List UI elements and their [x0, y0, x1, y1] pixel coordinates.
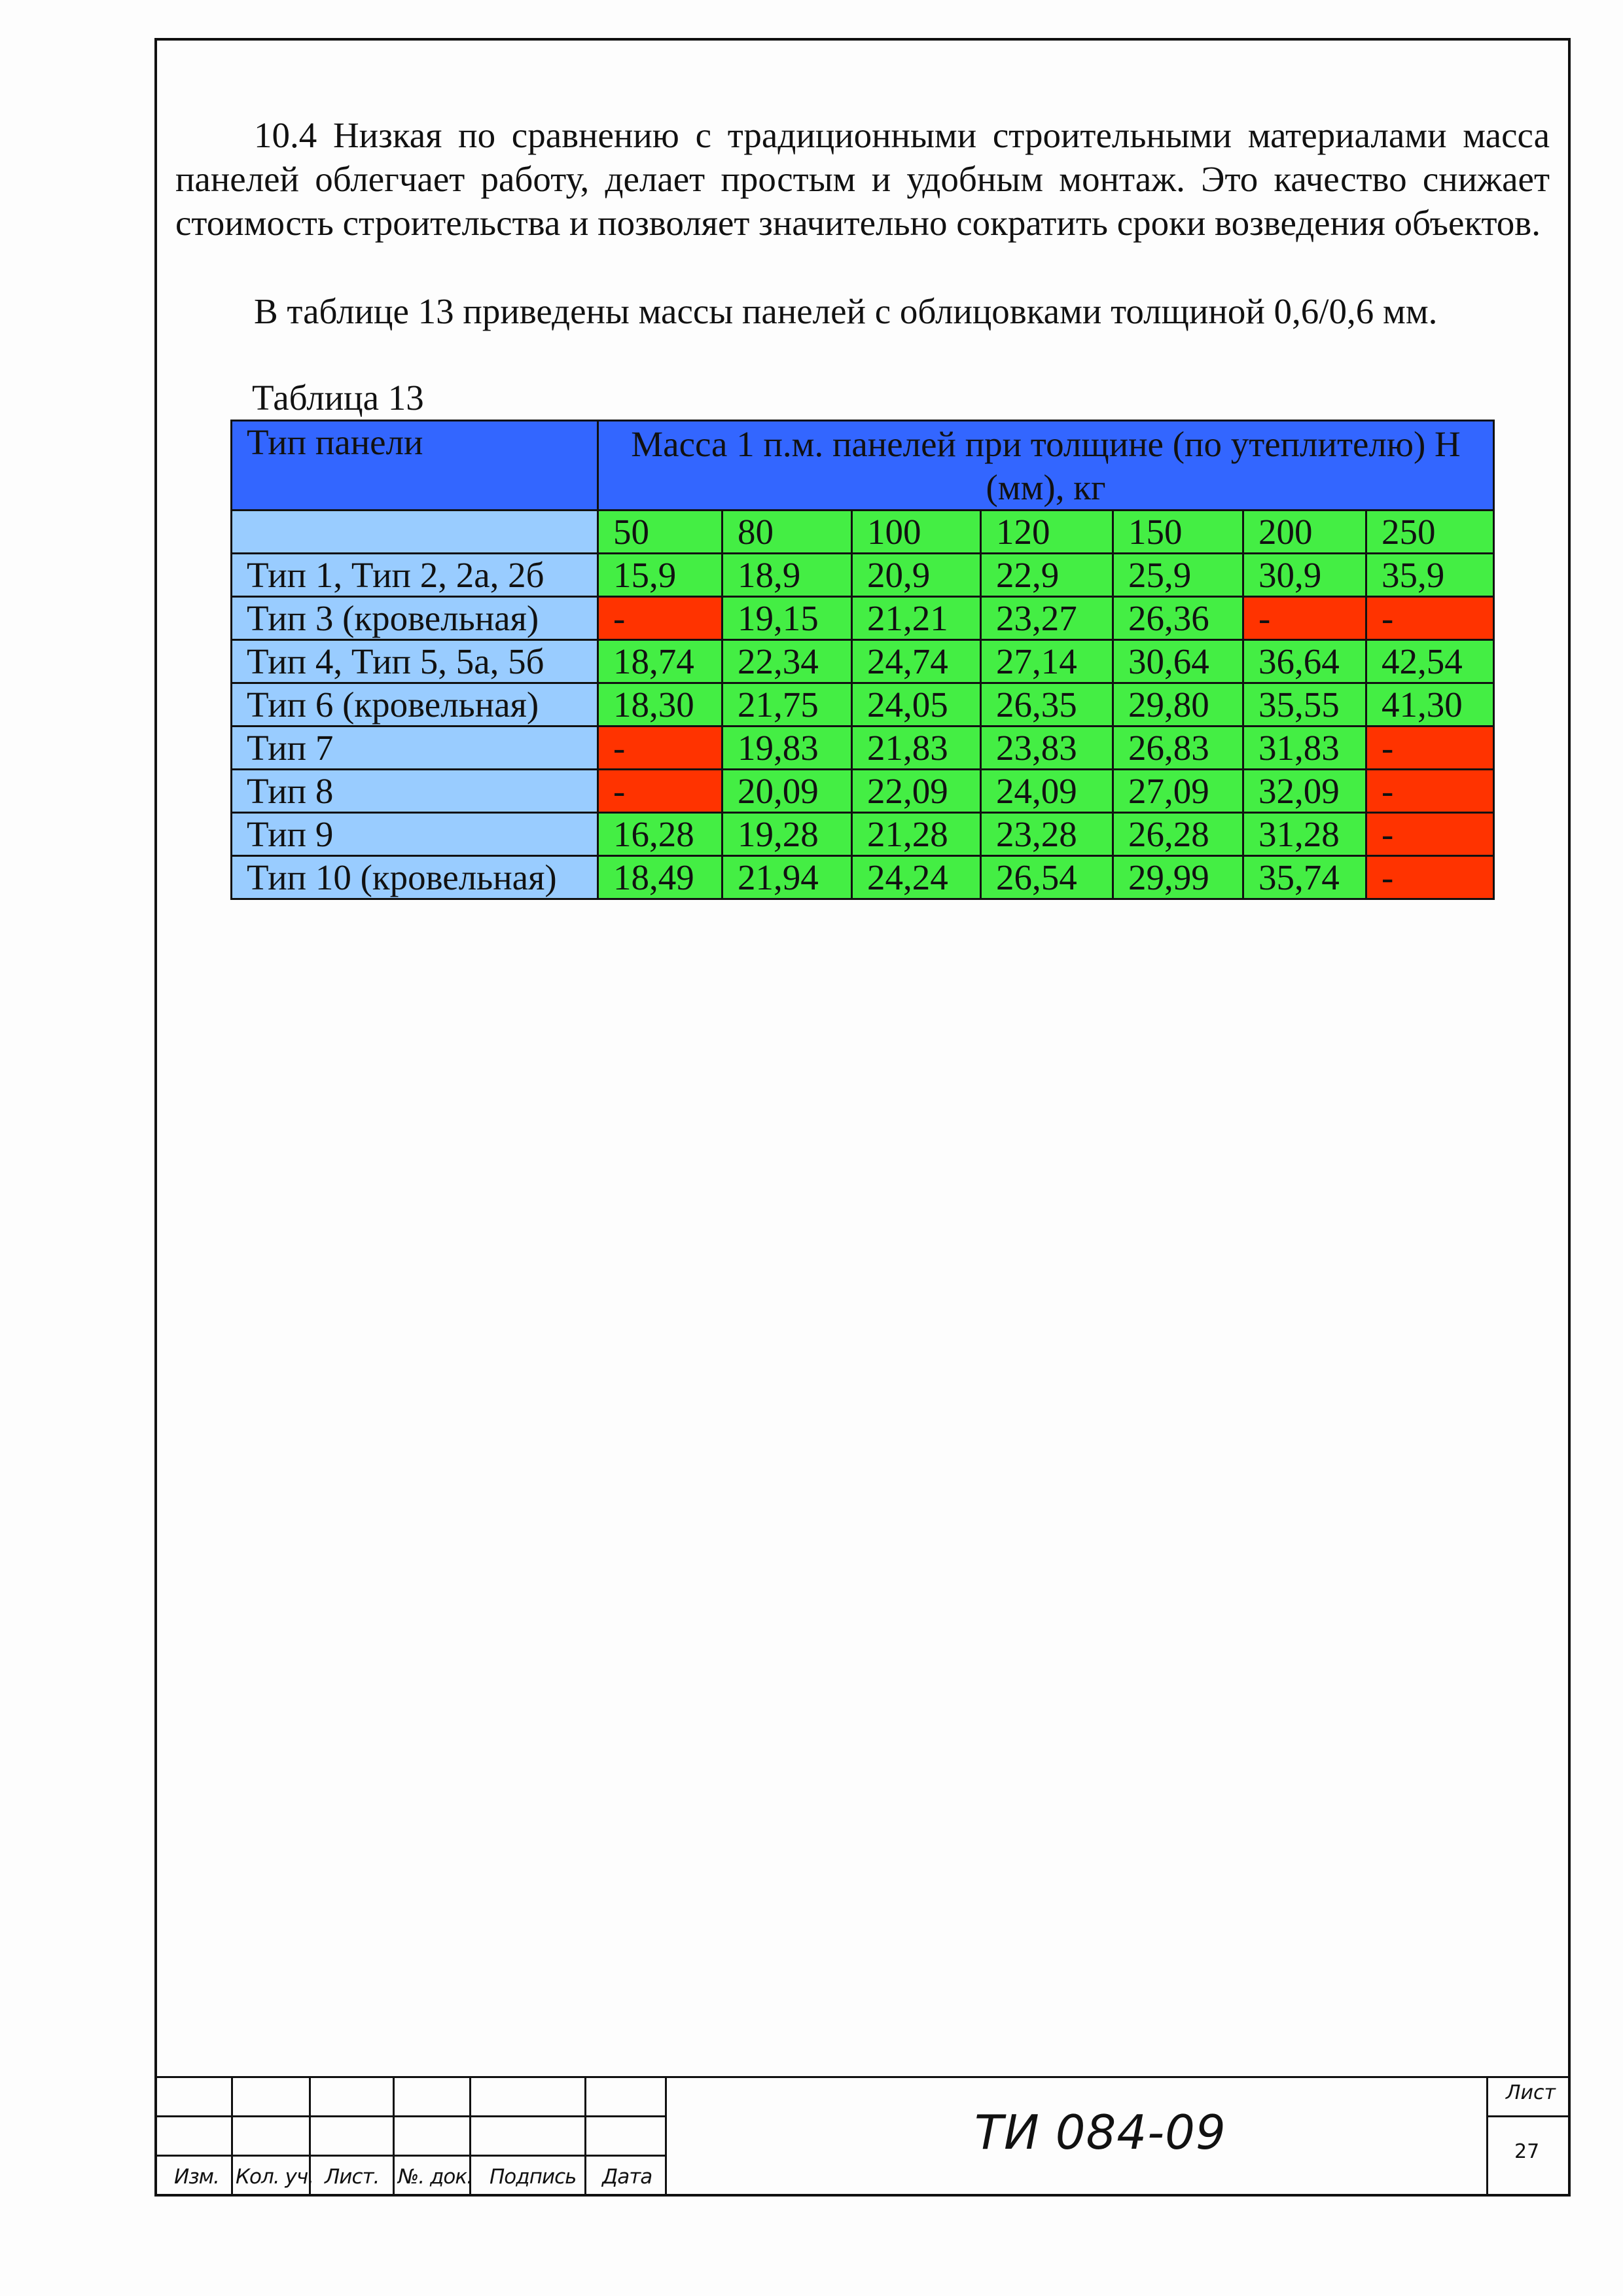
- label-change: Изм.: [174, 2165, 219, 2189]
- mass-cell: 18,74: [598, 640, 722, 683]
- mass-cell: 22,09: [852, 770, 981, 813]
- mass-cell: 31,28: [1243, 813, 1366, 856]
- mass-cell: 24,05: [852, 683, 981, 726]
- panel-mass-table: [230, 420, 1495, 900]
- mass-cell: 19,83: [722, 726, 852, 770]
- label-date: Дата: [602, 2165, 652, 2189]
- label-signature: Подпись: [490, 2165, 577, 2189]
- table-row: [232, 554, 1494, 597]
- label-count: Кол. уч.: [236, 2165, 314, 2189]
- mass-cell: -: [598, 597, 722, 640]
- panel-type-cell: Тип 6 (кровельная): [232, 683, 598, 726]
- mass-cell: 18,30: [598, 683, 722, 726]
- panel-type-cell: Тип 7: [232, 726, 598, 770]
- mass-cell: 21,83: [852, 726, 981, 770]
- thickness-cell: 150: [1113, 511, 1243, 554]
- mass-cell: 27,14: [981, 640, 1113, 683]
- mass-cell: -: [1366, 856, 1494, 899]
- thickness-cell: 250: [1366, 511, 1494, 554]
- mass-cell: 24,09: [981, 770, 1113, 813]
- mass-cell: 29,80: [1113, 683, 1243, 726]
- mass-cell: 31,83: [1243, 726, 1366, 770]
- table-caption: Таблица 13: [252, 378, 424, 418]
- thickness-row-label: [232, 511, 598, 554]
- sheet-number: 27: [1514, 2140, 1540, 2163]
- mass-cell: 18,9: [722, 554, 852, 597]
- thickness-cell: 200: [1243, 511, 1366, 554]
- table-row: [232, 813, 1494, 856]
- table-row: [232, 726, 1494, 770]
- mass-cell: -: [1366, 726, 1494, 770]
- table-row: [232, 683, 1494, 726]
- mass-cell: 22,9: [981, 554, 1113, 597]
- sheet-label: Лист: [1506, 2081, 1556, 2104]
- mass-cell: 26,83: [1113, 726, 1243, 770]
- mass-cell: 20,09: [722, 770, 852, 813]
- mass-cell: 20,9: [852, 554, 981, 597]
- mass-cell: 22,34: [722, 640, 852, 683]
- mass-cell: 26,54: [981, 856, 1113, 899]
- thickness-cell: 120: [981, 511, 1113, 554]
- mass-cell: 30,9: [1243, 554, 1366, 597]
- label-doc-number: №. док.: [398, 2165, 473, 2189]
- mass-cell: 36,64: [1243, 640, 1366, 683]
- table-row: [232, 640, 1494, 683]
- mass-cell: 42,54: [1366, 640, 1494, 683]
- mass-cell: 19,28: [722, 813, 852, 856]
- mass-cell: -: [598, 726, 722, 770]
- paragraph-table-reference: В таблице 13 приведены массы панелей с облицовками толщиной 0,6/0,6 мм.: [254, 291, 1438, 331]
- mass-cell: -: [1366, 813, 1494, 856]
- panel-type-cell: Тип 10 (кровельная): [232, 856, 598, 899]
- mass-cell: 35,9: [1366, 554, 1494, 597]
- document-code: ТИ 084-09: [974, 2105, 1226, 2160]
- mass-cell: 23,83: [981, 726, 1113, 770]
- mass-cell: 24,24: [852, 856, 981, 899]
- mass-cell: -: [598, 770, 722, 813]
- mass-cell: 26,35: [981, 683, 1113, 726]
- mass-cell: 21,21: [852, 597, 981, 640]
- mass-cell: 21,75: [722, 683, 852, 726]
- mass-cell: 35,74: [1243, 856, 1366, 899]
- mass-cell: 16,28: [598, 813, 722, 856]
- mass-cell: 30,64: [1113, 640, 1243, 683]
- panel-type-cell: Тип 4, Тип 5, 5а, 5б: [232, 640, 598, 683]
- table-row: [232, 597, 1494, 640]
- paragraph-intro: 10.4 Низкая по сравнению с традиционными строительными материалами масса панелей облегчает работу, делает простым и удобным монтаж. Это качество снижает стоимость строительства и позволяет значительно сократить сроки возведения объектов.: [175, 115, 1550, 243]
- mass-cell: 21,28: [852, 813, 981, 856]
- panel-type-cell: Тип 3 (кровельная): [232, 597, 598, 640]
- mass-cell: 35,55: [1243, 683, 1366, 726]
- drawing-frame: [154, 38, 1571, 2197]
- mass-cell: -: [1366, 770, 1494, 813]
- mass-cell: 21,94: [722, 856, 852, 899]
- mass-cell: 26,28: [1113, 813, 1243, 856]
- header-panel-type: Тип панели: [232, 421, 598, 511]
- table-row: [232, 856, 1494, 899]
- mass-cell: 26,36: [1113, 597, 1243, 640]
- mass-cell: 29,99: [1113, 856, 1243, 899]
- table-header-row: [232, 421, 1494, 511]
- panel-type-cell: Тип 1, Тип 2, 2а, 2б: [232, 554, 598, 597]
- mass-cell: 18,49: [598, 856, 722, 899]
- mass-cell: 15,9: [598, 554, 722, 597]
- mass-cell: 19,15: [722, 597, 852, 640]
- thickness-cell: 80: [722, 511, 852, 554]
- panel-type-cell: Тип 8: [232, 770, 598, 813]
- mass-cell: 27,09: [1113, 770, 1243, 813]
- mass-cell: 32,09: [1243, 770, 1366, 813]
- thickness-cell: 100: [852, 511, 981, 554]
- thickness-cell: 50: [598, 511, 722, 554]
- header-mass: Масса 1 п.м. панелей при толщине (по утеплителю) Н (мм), кг: [598, 421, 1494, 511]
- mass-cell: 25,9: [1113, 554, 1243, 597]
- title-block: [154, 2076, 1571, 2197]
- mass-cell: 23,27: [981, 597, 1113, 640]
- thickness-row: [232, 511, 1494, 554]
- mass-cell: -: [1243, 597, 1366, 640]
- mass-cell: 24,74: [852, 640, 981, 683]
- label-sheet: Лист.: [325, 2165, 380, 2189]
- table-row: [232, 770, 1494, 813]
- mass-cell: 23,28: [981, 813, 1113, 856]
- mass-cell: 41,30: [1366, 683, 1494, 726]
- panel-type-cell: Тип 9: [232, 813, 598, 856]
- mass-cell: -: [1366, 597, 1494, 640]
